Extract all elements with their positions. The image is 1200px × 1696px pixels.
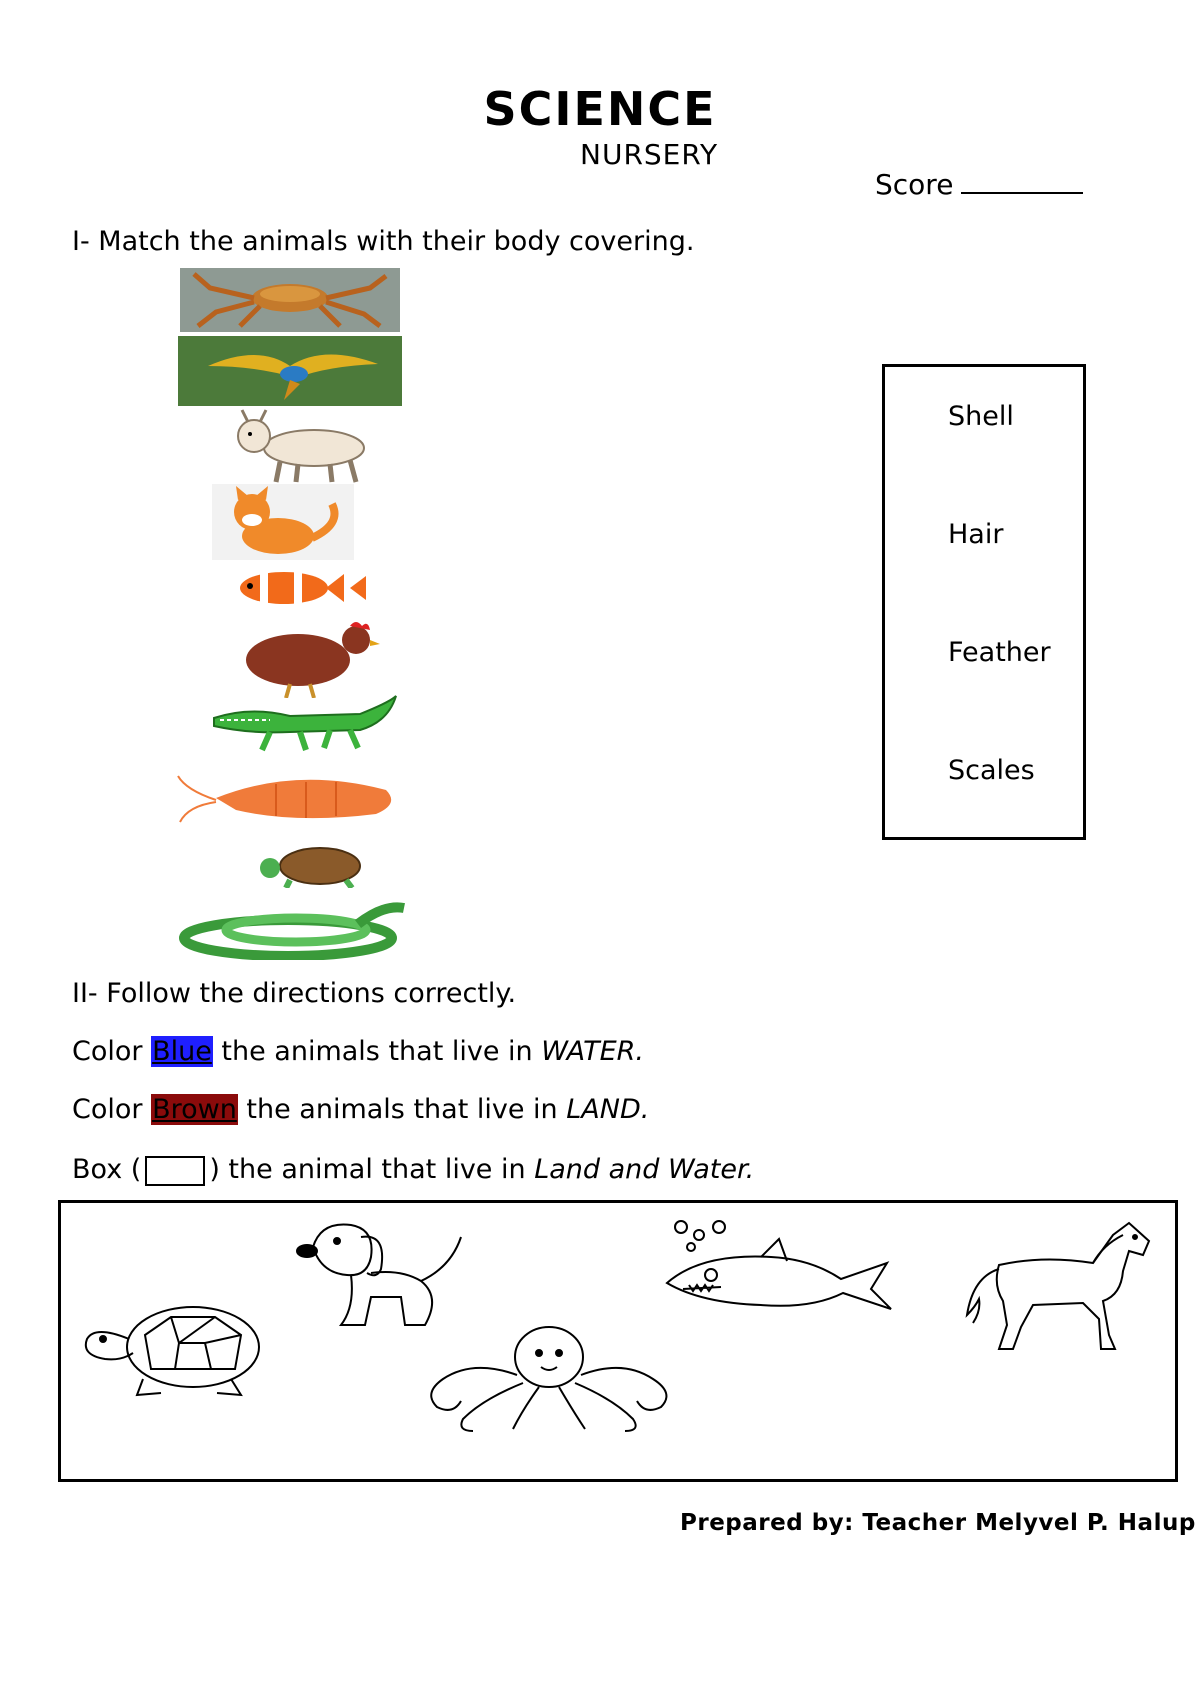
crocodile-icon: [210, 692, 400, 756]
horse-outline-icon[interactable]: [953, 1215, 1163, 1355]
body-coverings-box: [882, 364, 1086, 840]
covering-shell: Shell: [948, 401, 1014, 432]
dog-outline-icon[interactable]: [291, 1217, 471, 1331]
direction-color-blue: [72, 1036, 644, 1067]
direction-box: [72, 1154, 754, 1186]
parrot-icon: [178, 336, 402, 406]
direction-text: ) the animal that live in: [209, 1154, 535, 1185]
prepared-by-credit: Prepared by: Teacher Melyvel P. Halup: [680, 1510, 1196, 1536]
direction-text: the animals that live in: [237, 1094, 567, 1125]
score-field: [875, 168, 1083, 201]
direction-text: Color: [72, 1036, 152, 1067]
cat-icon: [212, 484, 354, 560]
shark-outline-icon[interactable]: [661, 1217, 897, 1313]
direction-color-brown: [72, 1094, 649, 1125]
direction-target: Land and Water.: [534, 1154, 755, 1185]
blue-swatch: Blue: [152, 1036, 212, 1067]
covering-hair: Hair: [948, 519, 1004, 550]
coloring-area: [58, 1200, 1178, 1482]
hen-icon: [230, 618, 380, 698]
direction-text: the animals that live in: [212, 1036, 542, 1067]
crab-icon: [180, 268, 400, 332]
goat-icon: [218, 408, 380, 484]
turtle-outline-icon[interactable]: [75, 1289, 265, 1399]
box-icon: [145, 1156, 205, 1186]
page-title: SCIENCE: [483, 82, 717, 136]
snake-icon: [178, 894, 410, 960]
clownfish-icon: [226, 566, 372, 610]
direction-target: LAND.: [566, 1094, 650, 1125]
section-1-heading: I- Match the animals with their body covering.: [72, 226, 695, 257]
octopus-outline-icon[interactable]: [413, 1319, 683, 1435]
covering-feather: Feather: [948, 637, 1051, 668]
section-2-heading: II- Follow the directions correctly.: [72, 978, 517, 1009]
turtle-icon: [256, 840, 374, 888]
direction-target: WATER.: [541, 1036, 645, 1067]
direction-text: Color: [72, 1094, 152, 1125]
page-subtitle: NURSERY: [580, 138, 719, 171]
direction-text: Box (: [72, 1154, 142, 1185]
score-blank-line: [961, 170, 1083, 194]
covering-scales: Scales: [948, 755, 1035, 786]
brown-swatch: Brown: [152, 1094, 237, 1125]
shrimp-icon: [176, 770, 400, 826]
score-label: Score: [875, 168, 954, 201]
